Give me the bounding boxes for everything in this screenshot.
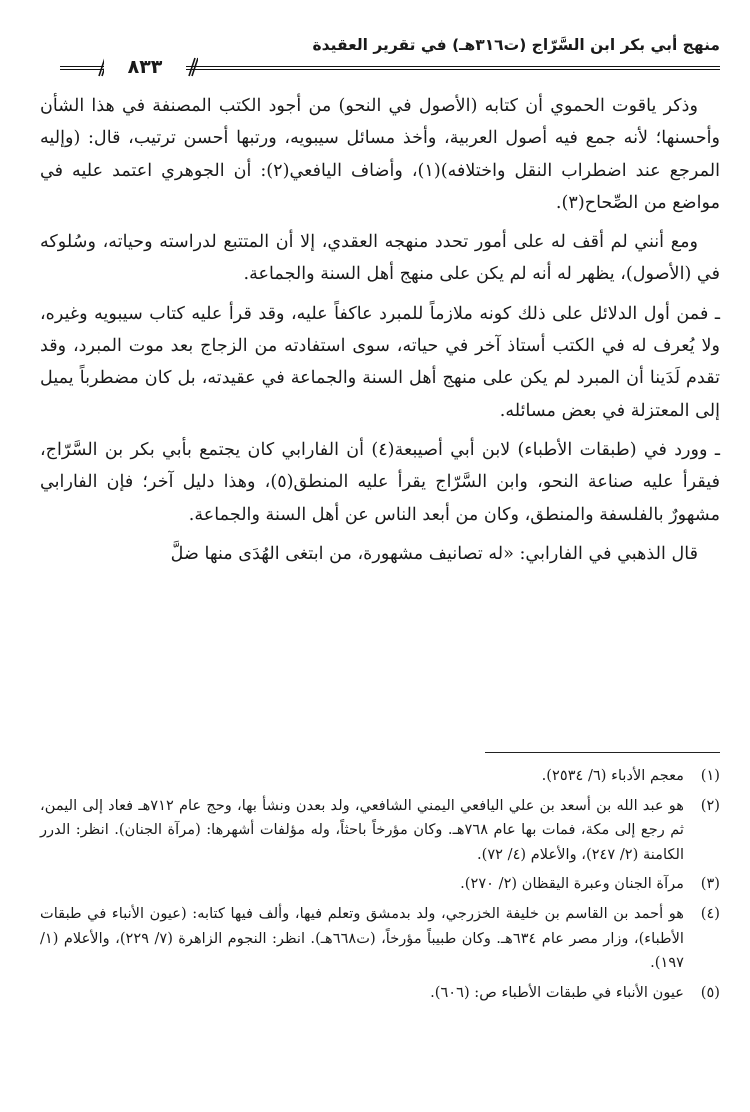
footnote-separator <box>485 752 720 753</box>
footnote-text: عيون الأنباء في طبقات الأطباء ص: (٦٠٦). <box>430 983 684 1001</box>
footnote-text: هو أحمد بن القاسم بن خليفة الخزرجي، ولد بدمشق وتعلم فيها، وألف فيها كتابه: (عيون الأنباء في طبقات الأطباء)، وزار مصر عام ٦٣٤هـ. وكان طبيباً مؤرخاً، (ت٦٦٨هـ). انظر: النجوم الزاهرة (٧/ ٢٢٩)، والأعلام (١/ ١٩٧). <box>40 904 684 972</box>
footnote-number: (١) <box>700 767 720 784</box>
footnote <box>40 981 720 1006</box>
footnote-number: (٣) <box>700 875 720 893</box>
footnote <box>40 764 720 789</box>
main-text <box>40 90 720 577</box>
running-header <box>60 30 720 78</box>
footnote <box>40 872 720 897</box>
footnote-number: (٥) <box>700 983 720 1001</box>
header-title: منهج أبي بكر ابن السَّرّاج (ت٣١٦هـ) في تقرير العقيدة <box>312 36 720 54</box>
paragraph: قال الذهبي في الفارابي: «له تصانيف مشهورة، من ابتغى الهُدَى منها ضلَّ <box>170 543 698 564</box>
footnote-text: مرآة الجنان وعبرة اليقظان (٢/ ٢٧٠). <box>460 875 684 893</box>
ornament-slash-icon <box>186 56 198 78</box>
footnote-text: هو عبد الله بن أسعد بن علي اليافعي اليمني الشافعي، ولد بعدن ونشأ بها، وحج عام ٧١٢هـ فعاد إلى اليمن، ثم رجع إلى مكة، فمات بها عام ٧٦٨هـ. وكان مؤرخاً باحثاً، وله مؤلفات أشهرها: (مرآة الجنان). انظر: الدرر الكامنة (٢/ ٢٤٧)، والأعلام (٤/ ٧٢). <box>40 796 684 863</box>
footnote-number: (٢) <box>700 796 720 814</box>
page-number: ٨٣٣ <box>127 56 163 78</box>
paragraph: ـ وورد في (طبقات الأطباء) لابن أبي أصيبعة(٤) أن الفارابي كان يجتمع بأبي بكر بن السَّرّاج، فيقرأ عليه صناعة النحو، وابن السَّرّاج يقرأ عليه المنطق(٥)، وهذا دليل آخر؛ فإن الفارابي مشهورٌ بالفلسفة والمنطق، وكان من أبعد الناس عن أهل السنة والجماعة. <box>40 439 720 525</box>
footnote <box>40 794 720 868</box>
paragraph: ـ فمن أول الدلائل على ذلك كونه ملازماً للمبرد عاكفاً عليه، وقد قرأ عليه كتاب سيبويه وغيره، ولا يُعرف له في الكتب أستاذ آخر في حياته، سوى استفادته من الزجاج بعد موت المبرد، وقد تقدم لَدَينا أن المبرد لم يكن على منهج أهل السنة والجماعة في عقيدته، بل كان مضطرباً يميل إلى المعتزلة في بعض مسائله. <box>40 303 720 421</box>
page-number-box <box>104 56 186 78</box>
footnote <box>40 902 720 976</box>
footnotes <box>40 764 720 1010</box>
paragraph: ومع أنني لم أقف له على أمور تحدد منهجه العقدي، إلا أن المتتبع لدراسته وحياته، وسُلوكه في (الأصول)، يظهر له أنه لم يكن على منهج أهل السنة والجماعة. <box>40 232 720 285</box>
paragraph: وذكر ياقوت الحموي أن كتابه (الأصول في النحو) من أجود الكتب المصنفة في هذا الشأن وأحسنها؛ لأنه جمع فيه أصول العربية، وأخذ مسائل سيبويه، ورتبها أحسن ترتيب، قال: (وإليه المرجع عند اضطراب النقل واختلافه)(١)، وأضاف اليافعي(٢): أن الجوهري اعتمد عليه في مواضع من الصِّحاح(٣). <box>40 96 720 213</box>
footnote-number: (٤) <box>700 904 720 922</box>
footnote-text: معجم الأدباء (٦/ ٢٥٣٤). <box>541 767 684 784</box>
